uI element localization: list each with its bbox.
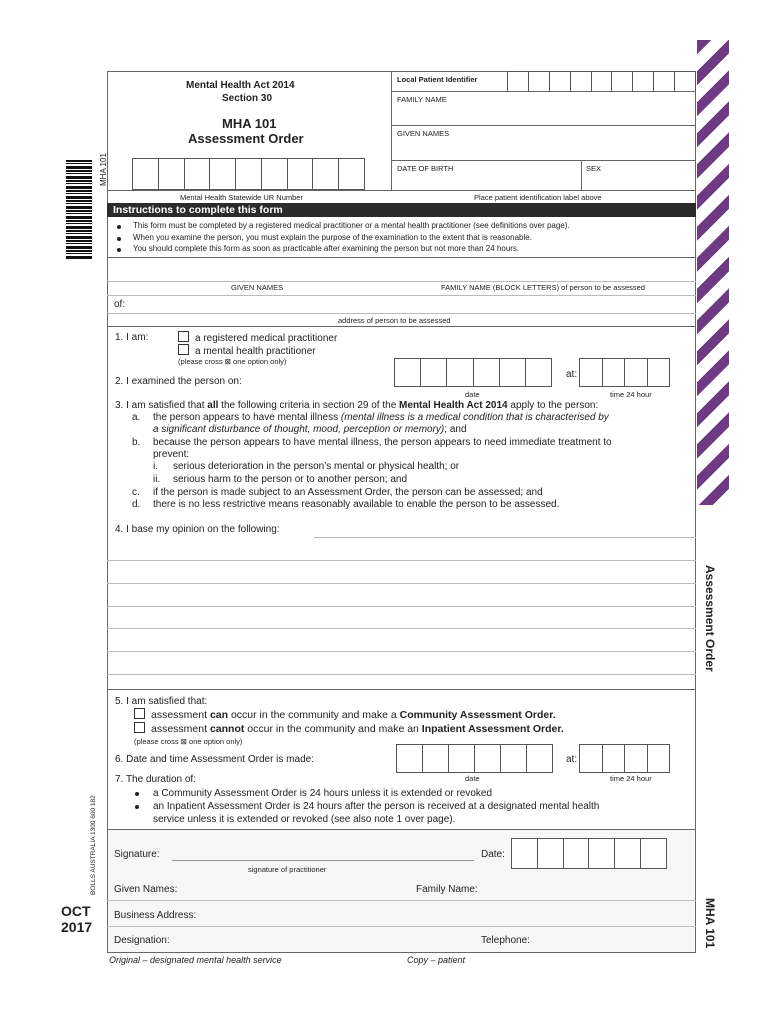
q5-option-community[interactable] [134,708,556,721]
writing-line [107,583,696,584]
writing-line [107,606,696,607]
barcode-text: MHA 101 [99,153,108,186]
printer-info: BOLLS AUSTRALIA 1300 600 182 [90,795,97,895]
bullet [135,792,139,796]
person-given-names-label: GIVEN NAMES [231,283,284,292]
text-bold: cannot [209,723,245,735]
q1-option-mental-health-practitioner[interactable] [178,344,316,357]
q6-label: 6. Date and time Assessment Order is made: [115,754,314,765]
sex-label: SEX [586,164,602,173]
q3-a-text [153,412,609,423]
q7-bullet-inpatient-cont: service unless it is extended or revoked (see also note 1 over page). [153,814,456,825]
q5-label: 5. I am satisfied that: [115,696,208,707]
person-name-field[interactable] [108,258,695,280]
checkbox-icon[interactable] [178,331,189,342]
divider [107,313,696,314]
business-address-field[interactable] [214,906,690,921]
text-bold: Community Assessment Order. [399,709,556,721]
text: assessment [151,709,210,721]
q3-b-text-cont: prevent: [153,449,190,460]
q3-c-letter: c. [132,487,140,498]
q3-c-text: if the person is made subject to an Assessment Order, the person can be assessed; and [153,487,543,498]
given-names-label: GIVEN NAMES [397,129,450,138]
form-bottom-border [107,952,696,953]
q2-label: 2. I examined the person on: [115,376,242,387]
q4-label: 4. I base my opinion on the following: [115,524,280,535]
address-field[interactable] [130,297,695,312]
q3-d-letter: d. [132,499,141,510]
q2-date-caption: date [465,390,480,399]
q7-label: 7. The duration of: [115,774,196,785]
bullet [135,805,139,809]
of-label: of: [114,299,126,310]
q6-time-boxes[interactable] [579,744,670,773]
writing-line [107,628,696,629]
divider [391,160,696,161]
ur-number-boxes[interactable] [132,158,365,190]
q6-time-caption: time 24 hour [610,774,652,783]
signature-field[interactable] [172,845,474,861]
q3-b-letter: b. [132,437,141,448]
q3-d-text: there is no less restrictive means reasonably available to enable the person to be assessed. [153,499,560,510]
q6-date-caption: date [465,774,480,783]
bullet [117,225,121,229]
instruction-item: When you examine the person, you must explain the purpose of the examination to the extent that is reasonable. [133,233,532,242]
writing-line [314,537,696,538]
date-label: Date: [481,849,505,860]
q2-date-boxes[interactable] [394,358,552,387]
form-code: MHA 101 [222,116,277,131]
ur-number-label: Mental Health Statewide UR Number [180,193,303,202]
address-caption: address of person to be assessed [338,316,451,325]
text-bold: can [209,709,229,721]
q1-label: 1. I am: [115,332,149,343]
footer-copy: Copy – patient [407,955,466,965]
text: occur in the community and make a [228,709,400,721]
writing-line [107,651,696,652]
text-italic: a significant disturbance of thought, mood, perception or memory) [153,424,445,435]
bullet [117,248,121,252]
edition-year: 2017 [61,919,93,935]
option-label: a mental health practitioner [195,346,316,357]
local-patient-identifier-label: Local Patient Identifier [397,75,478,84]
text-italic: (mental illness is a medical condition that is characterised by [340,412,609,423]
instruction-item: This form must be completed by a registered medical practitioner or a mental health practitioner (see definitions over page). [133,221,570,230]
q2-at-label: at: [566,369,578,380]
q2-time-boxes[interactable] [579,358,670,387]
divider [391,125,696,126]
q7-bullet-community: a Community Assessment Order is 24 hours unless it is extended or revoked [153,788,493,799]
patient-panel-divider [391,71,392,190]
divider [107,926,696,927]
divider [581,160,582,190]
q3-b-text: because the person appears to have mental illness, the person appears to need immediate treatment to [153,437,612,448]
instructions-heading: Instructions to complete this form [113,204,283,216]
q3-bi-num: i. [153,461,158,472]
decorative-stripe-band [697,40,729,505]
sig-family-name-field[interactable] [490,880,690,895]
text-bold: all [207,400,219,411]
q5-option-inpatient[interactable] [134,722,564,735]
instruction-item: You should complete this form as soon as practicable after examining the person but not more than 24 hours. [133,244,520,253]
text-bold: Mental Health Act 2014 [399,400,508,411]
local-patient-identifier-boxes[interactable] [507,71,696,92]
text: assessment [151,723,210,735]
writing-line [107,560,696,561]
checkbox-icon[interactable] [134,708,145,719]
q3-intro [115,400,598,411]
divider [107,326,696,327]
text: occur in the community and make an [244,723,422,735]
bullet [117,237,121,241]
designation-label: Designation: [114,935,170,946]
person-family-name-label: FAMILY NAME (BLOCK LETTERS) of person to be assessed [441,283,645,292]
footer-original: Original – designated mental health service [109,955,282,965]
act-title: Mental Health Act 2014 [186,80,295,91]
q4-opinion-field[interactable] [314,521,695,686]
divider [107,900,696,901]
q5-note: (please cross ⊠ one option only) [134,737,243,746]
divider [107,281,696,282]
checkbox-icon[interactable] [178,344,189,355]
signature-label: Signature: [114,849,160,860]
family-name-label: FAMILY NAME [397,95,447,104]
divider [107,190,696,191]
writing-line [107,674,696,675]
barcode [66,160,92,260]
option-label: a registered medical practitioner [195,333,338,344]
telephone-label: Telephone: [481,935,530,946]
signature-caption: signature of practitioner [248,865,327,874]
q1-option-registered-medical-practitioner[interactable] [178,331,337,344]
form-title: Assessment Order [188,131,304,146]
sig-given-names-field[interactable] [190,880,410,895]
q3-a-letter: a. [132,412,141,423]
divider [107,689,696,690]
q2-time-caption: time 24 hour [610,390,652,399]
designation-field[interactable] [184,931,474,946]
side-code: MHA 101 [703,898,717,949]
q3-a-text-cont [153,424,467,435]
q7-bullet-inpatient: an Inpatient Assessment Order is 24 hours after the person is received at a designated mental health [153,801,600,812]
telephone-field[interactable] [544,931,690,946]
text: the following criteria in section 29 of the [218,400,400,411]
divider [391,91,696,92]
text: 3. I am satisfied that [115,400,208,411]
text: ; and [444,424,467,435]
q3-bi-text: serious deterioration in the person’s mental or physical health; or [173,461,460,472]
text-bold: Inpatient Assessment Order. [421,723,564,735]
dob-label: DATE OF BIRTH [397,164,454,173]
text: apply to the person: [507,400,599,411]
checkbox-icon[interactable] [134,722,145,733]
q3-bii-num: ii. [153,474,161,485]
q1-note: (please cross ⊠ one option only) [178,357,287,366]
sig-given-names-label: Given Names: [114,884,178,895]
divider [107,295,696,296]
text: the person appears to have mental illness [153,412,341,423]
signature-date-boxes[interactable] [511,838,667,869]
side-title: Assessment Order [703,565,717,672]
label-note: Place patient identification label above [474,193,602,202]
q6-date-boxes[interactable] [396,744,553,773]
business-address-label: Business Address: [114,910,197,921]
edition-month: OCT [61,903,91,919]
q6-at-label: at: [566,754,578,765]
act-section: Section 30 [222,93,273,104]
sig-family-name-label: Family Name: [416,884,478,895]
q3-bii-text: serious harm to the person or to another person; and [173,474,408,485]
